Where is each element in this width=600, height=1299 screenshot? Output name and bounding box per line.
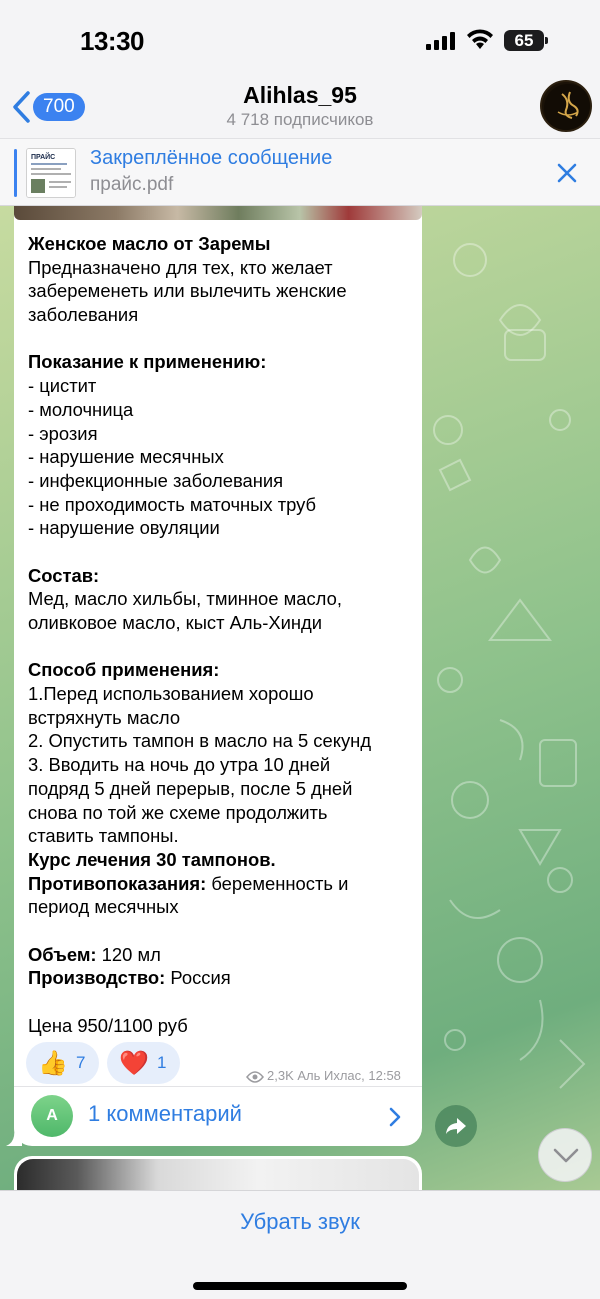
share-button[interactable] <box>435 1105 477 1147</box>
message-line <box>28 398 412 422</box>
share-arrow-icon <box>445 1116 467 1136</box>
chat-header <box>0 78 600 138</box>
message-line-bold: Способ применения: <box>28 659 220 681</box>
channel-avatar[interactable] <box>540 80 592 132</box>
message-line-text: - нарушение овуляции <box>28 517 220 539</box>
message-line-text: Мед, масло хильбы, тминное масло, <box>28 588 342 610</box>
pinned-thumbnail <box>26 148 76 198</box>
message-line-text: 2. Опустить тампон в масло на 5 секунд <box>28 730 372 752</box>
document-preview-icon <box>27 149 76 198</box>
message-blank-line <box>28 990 412 1014</box>
message-line <box>28 350 412 374</box>
message-line <box>28 895 412 919</box>
message-line-bold: Противопоказания: <box>28 872 207 894</box>
message-line-bold: Состав: <box>28 564 100 586</box>
message-line <box>28 777 412 801</box>
message-line <box>28 279 412 303</box>
comments-link[interactable]: 1 комментарий <box>88 1101 242 1126</box>
message-line-bold: Производство: <box>28 967 166 989</box>
message-line-text: - эрозия <box>28 422 98 444</box>
wifi-icon <box>466 29 494 51</box>
message-line-bold: Объем: <box>28 943 97 965</box>
message-blank-line <box>28 635 412 659</box>
commenter-avatar: A <box>31 1095 73 1137</box>
message-line-text: - цистит <box>28 375 97 397</box>
battery-indicator: 65 <box>504 30 544 51</box>
cellular-signal-icon <box>426 32 456 50</box>
message-line-text: - инфекционные заболевания <box>28 469 284 491</box>
message-line-text: подряд 5 дней перерыв, после 5 дней <box>28 777 353 799</box>
message-photo[interactable] <box>14 206 422 220</box>
message-line <box>28 682 412 706</box>
reaction-count: 1 <box>157 1053 167 1072</box>
message-line-text: - нарушение месячных <box>28 446 224 468</box>
message-blank-line <box>28 540 412 564</box>
message-line <box>28 801 412 825</box>
message-line <box>28 706 412 730</box>
message-line-text: период месячных <box>28 896 179 918</box>
pinned-message-bar[interactable] <box>0 138 600 206</box>
message-line-text: - не проходимость маточных труб <box>28 493 317 515</box>
reaction-count: 7 <box>76 1053 86 1072</box>
message-bubble[interactable] <box>14 206 422 1146</box>
close-icon[interactable] <box>555 161 579 185</box>
message-line <box>28 469 412 493</box>
home-indicator[interactable] <box>193 1282 407 1290</box>
bubble-tail <box>6 1128 22 1146</box>
message-line <box>28 966 412 990</box>
pinned-indicator <box>14 149 17 197</box>
message-line-text: ставить тампоны. <box>28 825 179 847</box>
status-time: 13:30 <box>80 26 144 56</box>
message-line <box>28 564 412 588</box>
chevron-right-icon[interactable] <box>388 1106 402 1128</box>
status-bar <box>0 0 600 78</box>
pinned-filename: прайс.pdf <box>90 174 174 195</box>
message-line-text: 1.Перед использованием хорошо <box>28 683 314 705</box>
message-line-text: 3. Вводить на ночь до утра 10 дней <box>28 754 331 776</box>
message-text <box>28 232 412 1037</box>
message-line <box>28 658 412 682</box>
chevron-down-icon <box>552 1147 580 1165</box>
reaction-thumbs-up[interactable] <box>26 1042 99 1084</box>
message-line <box>28 445 412 469</box>
message-line <box>28 493 412 517</box>
mute-button[interactable]: Убрать звук <box>240 1209 360 1234</box>
message-line-value: Россия <box>165 967 231 989</box>
message-line <box>28 1014 412 1038</box>
message-line-text: оливковое масло, кыст Аль-Хинди <box>28 612 323 633</box>
message-line-text: заболевания <box>28 304 139 326</box>
channel-title[interactable]: Alihlas_95 <box>243 82 357 108</box>
thumbs-up-icon: 👍 <box>38 1050 68 1077</box>
battery-cap <box>545 37 548 44</box>
back-unread-badge[interactable]: 700 <box>33 93 85 121</box>
message-line <box>28 753 412 777</box>
pinned-title: Закреплённое сообщение <box>90 147 333 169</box>
comments-divider <box>14 1086 422 1087</box>
scroll-to-bottom-button[interactable] <box>538 1128 592 1182</box>
message-line <box>28 872 412 896</box>
message-line <box>28 374 412 398</box>
message-line-text: забеременеть или вылечить женские <box>28 280 347 302</box>
message-line-bold: Женское масло от Заремы <box>28 233 271 254</box>
message-meta <box>246 1068 401 1083</box>
message-line <box>28 729 412 753</box>
message-line-value: 120 мл <box>96 943 161 965</box>
reaction-heart[interactable] <box>107 1042 180 1084</box>
heart-icon: ❤️ <box>119 1050 149 1077</box>
message-line <box>28 422 412 446</box>
message-line-text: Предназначено для тех, кто желает <box>28 256 333 278</box>
message-line-value: беременность и <box>206 872 349 894</box>
message-line-text: Цена 950/1100 руб <box>28 1014 188 1036</box>
message-line-bold: Курс лечения 30 тампонов. <box>28 848 276 870</box>
message-blank-line <box>28 327 412 351</box>
message-line-text: - молочница <box>28 398 134 420</box>
message-line <box>28 848 412 872</box>
thumb-text: ПРАЙС <box>31 154 56 161</box>
bottom-bar <box>0 1190 600 1299</box>
message-line <box>28 943 412 967</box>
message-line <box>28 232 412 256</box>
message-line <box>28 824 412 848</box>
message-line <box>28 516 412 540</box>
views-eye-icon <box>246 1071 264 1083</box>
message-line-text: встряхнуть масло <box>28 706 181 728</box>
message-line-bold: Показание к применению: <box>28 351 267 373</box>
message-line <box>28 256 412 280</box>
message-line <box>28 611 412 635</box>
message-blank-line <box>28 919 412 943</box>
message-line <box>28 587 412 611</box>
message-line-text: снова по той же схеме продолжить <box>28 801 328 823</box>
channel-subscribers: 4 718 подписчиков <box>226 110 374 129</box>
message-views-author-time: 2,3K Аль Ихлас, 12:58 <box>267 1068 401 1083</box>
message-line <box>28 303 412 327</box>
